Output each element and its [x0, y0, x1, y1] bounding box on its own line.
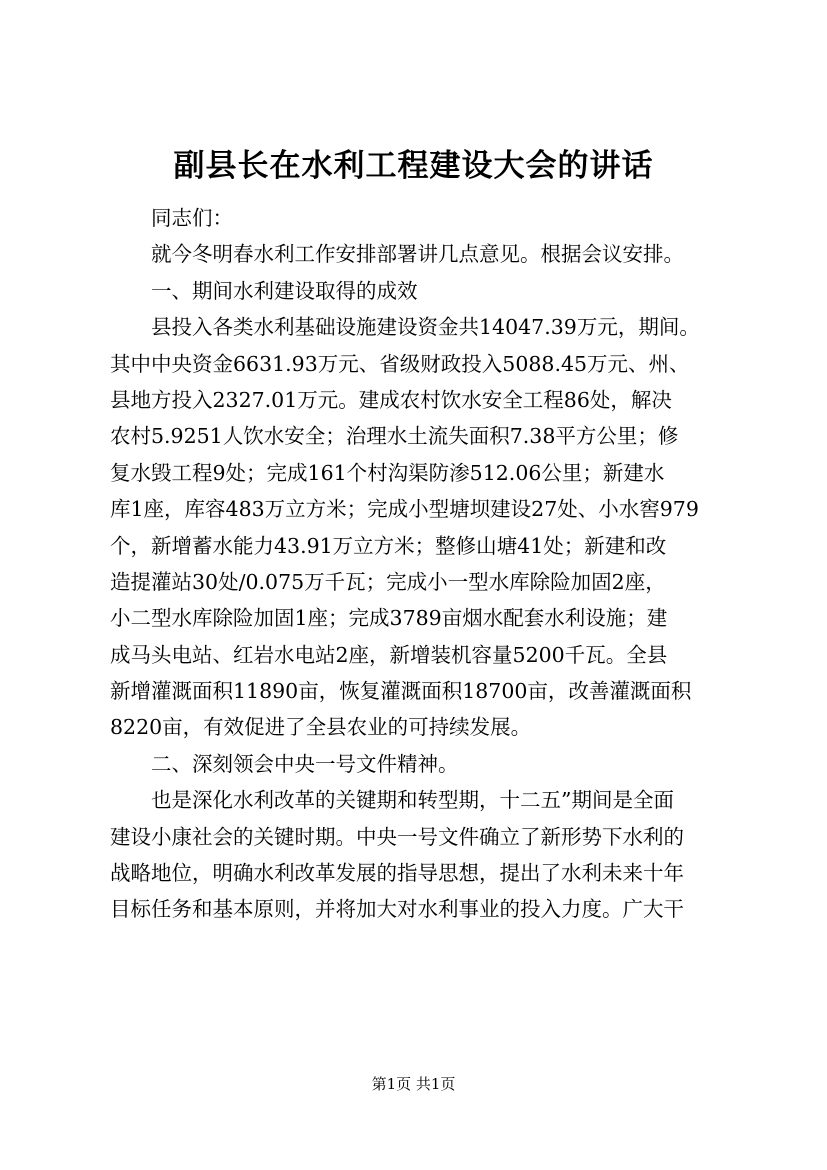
body-line: 农村5.9251人饮水安全；治理水土流失面积7.38平方公里；修: [110, 424, 679, 449]
body-line: 建设小康社会的关键时期。中央一号文件确立了新形势下水利的: [110, 824, 684, 849]
body-line: 县投入各类水利基础设施建设资金共14047.39万元，期间。: [151, 315, 700, 340]
body-line: 就今冬明春水利工作安排部署讲几点意见。根据会议安排。: [151, 242, 684, 267]
body-line: 8220亩，有效促进了全县农业的可持续发展。: [110, 715, 532, 740]
section-heading: 二、深刻领会中央一号文件精神。: [151, 751, 459, 776]
document-title: 副县长在水利工程建设大会的讲话: [173, 148, 654, 184]
body-line: 目标任务和基本原则，并将加大对水利事业的投入力度。广大干: [110, 897, 684, 922]
body-line: 造提灌站30处/0.075万千瓦；完成小一型水库除险加固2座，: [110, 569, 666, 594]
salutation: 同志们：: [151, 206, 233, 230]
body-line: 小二型水库除险加固1座；完成3789亩烟水配套水利设施；建: [110, 606, 668, 631]
body-line: 县地方投入2327.01万元。建成农村饮水安全工程86处，解决: [110, 387, 672, 412]
document-body: [110, 200, 730, 928]
body-line: 成马头电站、红岩水电站2座，新增装机容量5200千瓦。全县: [110, 642, 668, 667]
body-line: 战略地位，明确水利改革发展的指导思想，提出了水利未来十年: [110, 861, 684, 886]
body-line: 库1座，库容483万立方米；完成小型塘坝建设27处、小水窖979: [110, 497, 699, 522]
body-line: 复水毁工程9处；完成161个村沟渠防渗512.06公里；新建水: [110, 460, 665, 485]
body-line: 其中中央资金6631.93万元、省级财政投入5088.45万元、州、: [110, 351, 690, 376]
page-footer: 第1页 共1页: [371, 1075, 456, 1093]
body-line: 也是深化水利改革的关键期和转型期，十二五”期间是全面: [151, 788, 674, 813]
section-heading: 一、期间水利建设取得的成效: [151, 278, 418, 303]
body-line: 新增灌溉面积11890亩，恢复灌溉面积18700亩，改善灌溉面积: [110, 679, 692, 704]
body-line: 个，新增蓄水能力43.91万立方米；整修山塘41处；新建和改: [110, 533, 667, 558]
